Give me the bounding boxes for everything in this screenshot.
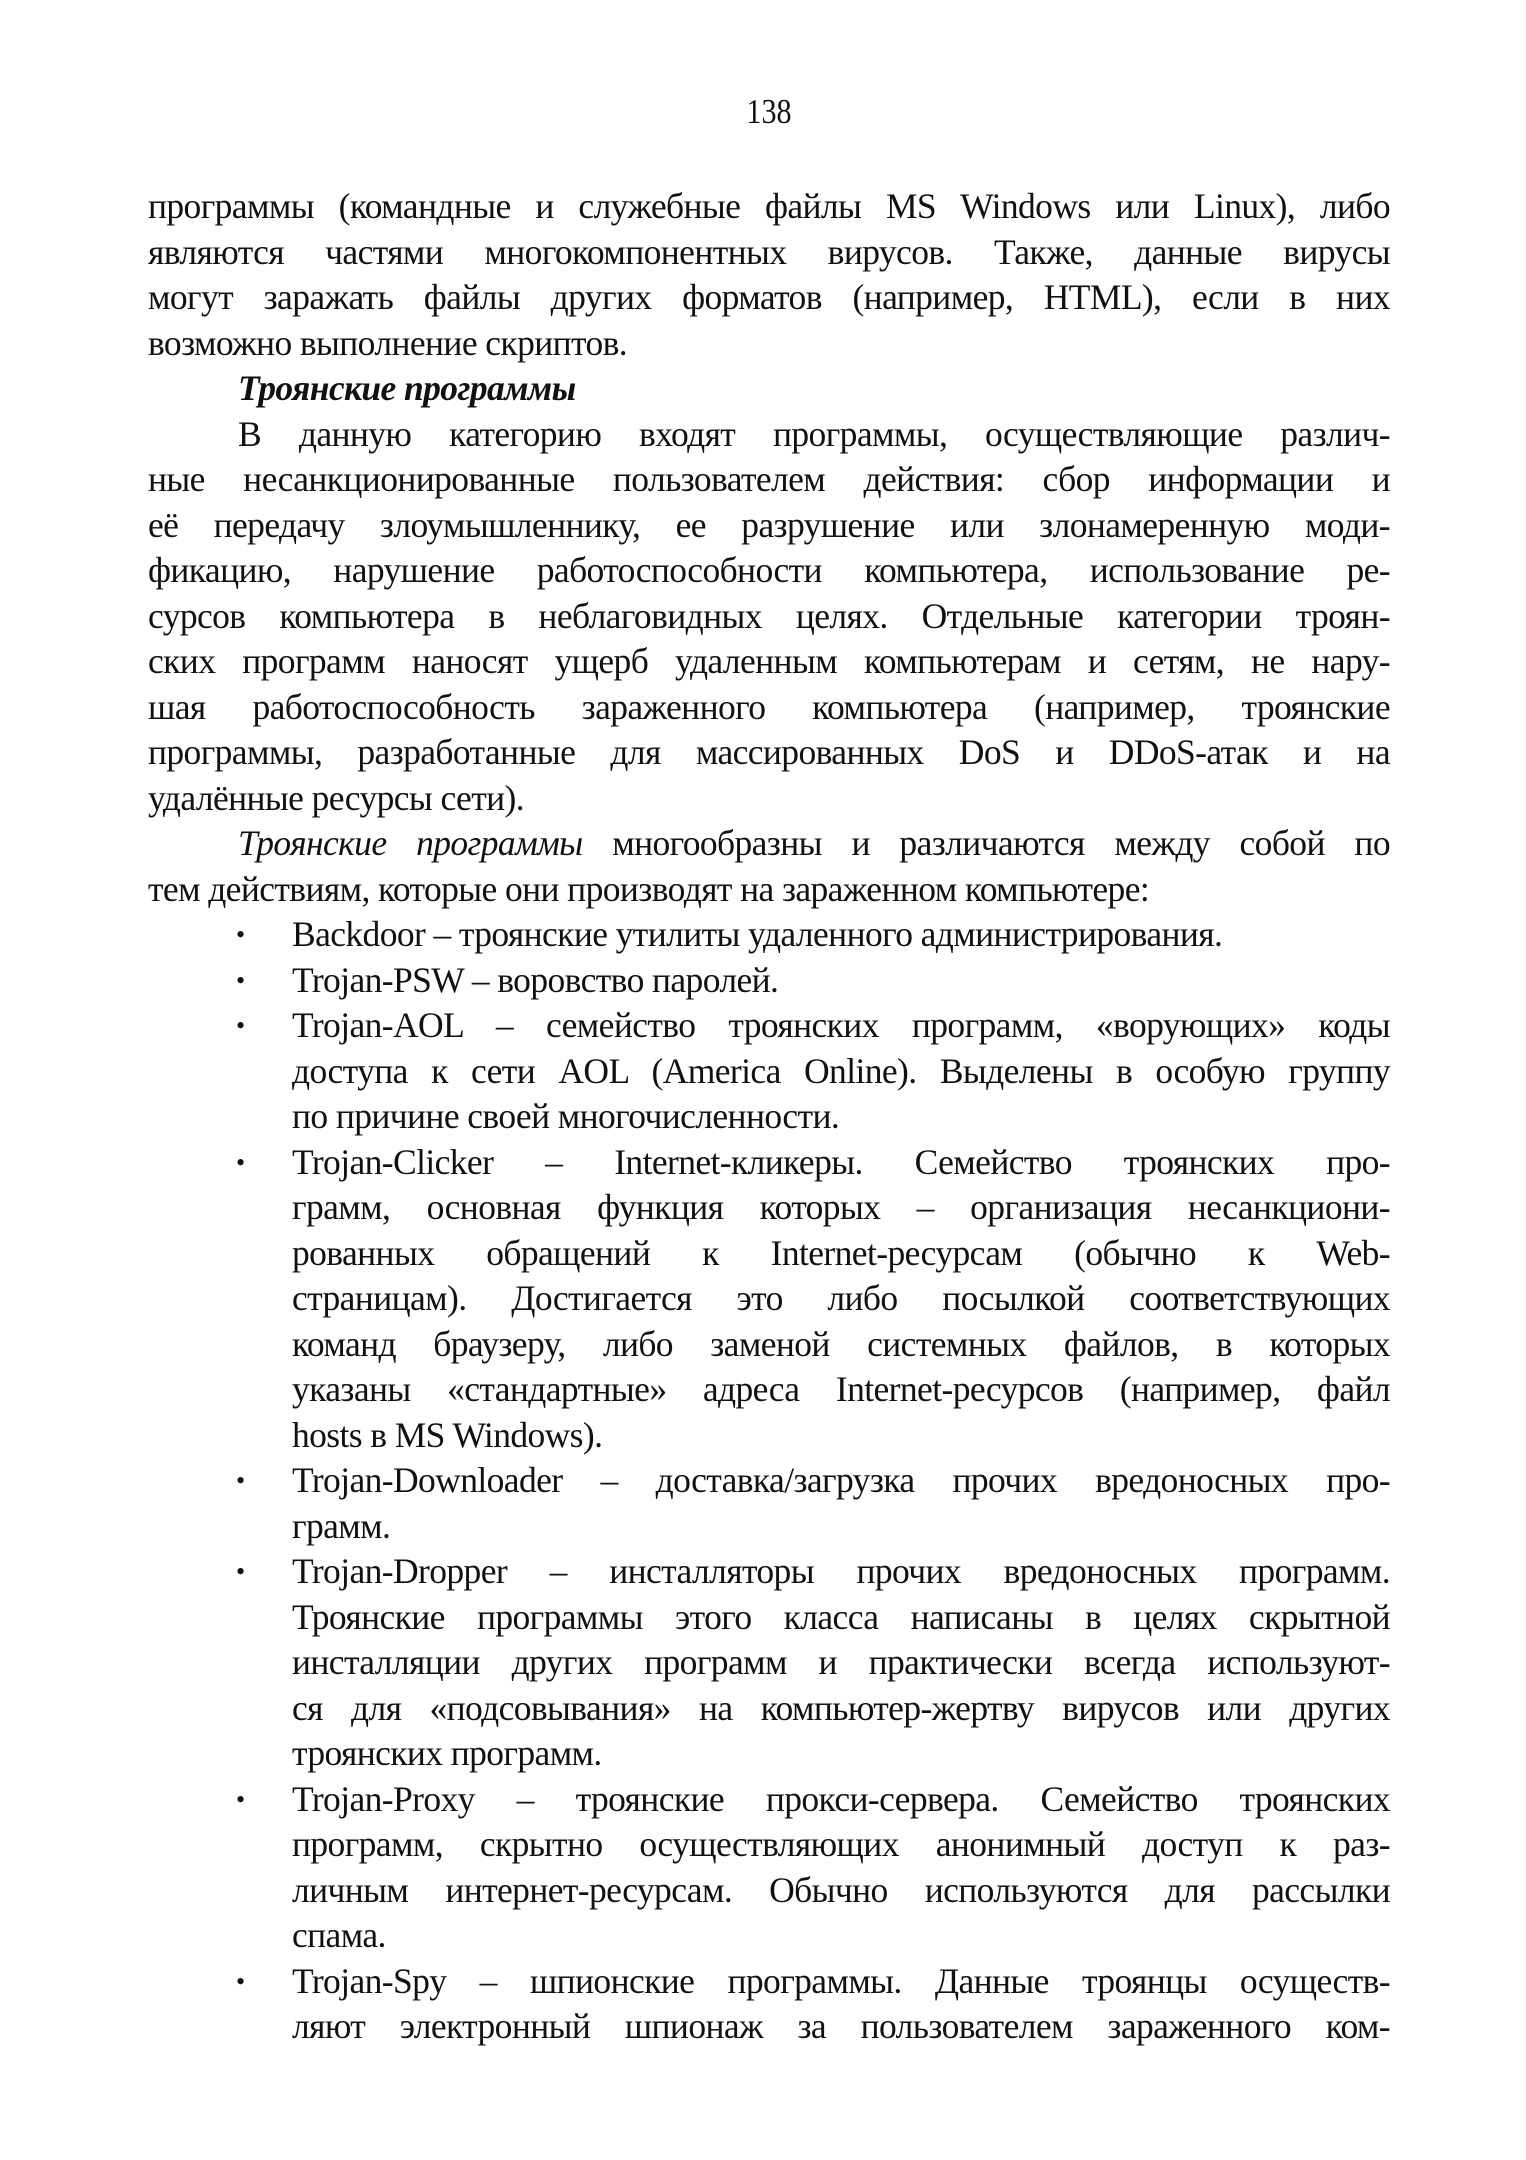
trojan-types-list [148,912,1390,2050]
text-line: Trojan-Downloader – доставка/загрузка прочих вредоносных про- [292,1460,1390,1500]
text-line: личным интернет-ресурсам. Обычно используются для рассылки [292,1869,1390,1910]
list-item-trojan-clicker [148,1140,1390,1459]
text-line: Backdoor – троянские утилиты удаленного администрирования. [292,914,1223,954]
page-number: 138 [746,92,792,131]
text-line: страницам). Достигается это либо посылкой соответствующих [292,1278,1390,1318]
list-item-trojan-aol [148,1003,1390,1140]
text-line: Trojan-PSW – воровство паролей. [292,959,779,1000]
bullet-icon: • [236,1011,246,1040]
text-line: команд браузеру, либо заменой системных файлов, в которых [292,1323,1390,1364]
text-line: ся для «подсовывания» на компьютер-жертву вирусов или других [292,1687,1390,1728]
text-line: тем действиям, которые они производят на зараженном компьютере: [148,868,1150,909]
text-line: возможно выполнение скриптов. [148,322,628,363]
intro-paragraph [148,184,1390,366]
bullet-icon: • [236,1966,246,1996]
text-line: Trojan-Proxy – троянские прокси-сервера. Семейство троянских [292,1778,1390,1819]
text-line: сурсов компьютера в неблаговидных целях. Отдельные категории троян- [148,595,1390,636]
text-line: могут заражать файлы других форматов (например, HTML), если в них [148,277,1390,317]
list-item-trojan-spy [148,1959,1390,2050]
section-heading: Троянские программы [238,368,576,408]
text-line: программы, разработанные для массированных DoS и DDoS-атак и на [148,732,1390,772]
classification-paragraph [148,821,1390,912]
text-line: программ, скрытно осуществляющих анонимный доступ к раз- [292,1824,1390,1864]
list-item-trojan-downloader [148,1458,1390,1549]
text-line: грамм, основная функция которых – организация несанкциони- [292,1187,1390,1227]
text-line: программы (командные и служебные файлы MS Windows или Linux), либо [148,186,1390,226]
text-line: ских программ наносят ущерб удаленным компьютерам и сетям, не нару- [148,641,1390,681]
text-line: спама. [292,1915,386,1955]
list-item-trojan-proxy [148,1777,1390,1959]
text-line: рованных обращений к Internet-ресурсам (обычно к Web- [292,1232,1390,1273]
text-line: указаны «стандартные» адреса Internet-ресурсов (например, файл [292,1369,1390,1409]
text-line: по причине своей многочисленности. [292,1096,840,1136]
text-line [148,821,1390,867]
text-line: грамм. [292,1505,391,1546]
text-line: ные несанкционированные пользователем действия: сбор информации и [148,459,1390,499]
bullet-icon: • [236,965,246,995]
text-line: В данную категорию входят программы, осуществляющие различ- [238,413,1390,454]
text-line: Trojan-Spy – шпионские программы. Данные троянцы осуществ- [292,1960,1390,2001]
text-line: hosts в MS Windows). [292,1414,603,1455]
list-item-trojan-dropper [148,1549,1390,1777]
text-line: фикацию, нарушение работоспособности компьютера, использование ре- [148,550,1390,590]
text-line: Trojan-AOL – семейство троянских программ, «ворующих» коды [292,1005,1390,1045]
bullet-icon: • [236,920,246,949]
bullet-icon: • [236,1147,246,1177]
bullet-icon: • [236,1557,246,1586]
text-line: её передачу злоумышленнику, ее разрушение или злонамеренную моди- [148,504,1390,545]
text-line: Троянские программы этого класса написаны в целях скрытной [292,1596,1390,1637]
document-page [148,92,1390,2050]
text-line: являются частями многокомпонентных вирусов. Также, данные вирусы [148,231,1390,272]
text-line: Trojan-Dropper – инсталляторы прочих вредоносных программ. [292,1551,1390,1591]
text-line: доступа к сети AOL (America Online). Выделены в особую группу [292,1050,1390,1091]
text-line: шая работоспособность зараженного компьютера (например, троянские [148,686,1390,727]
emphasized-term: Троянские программы [238,823,583,863]
bullet-icon: • [236,1784,246,1814]
definition-paragraph [148,412,1390,822]
text-line: инсталляции других программ и практически всегда используют- [292,1642,1390,1682]
list-item-trojan-psw [148,958,1390,1004]
text-line: ляют электронный шпионаж за пользователем зараженного ком- [292,2006,1390,2046]
bullet-icon: • [236,1466,246,1495]
text-line: удалённые ресурсы сети). [148,777,525,818]
text-line: троянских программ. [292,1733,602,1773]
text-line: Trojan-Clicker – Internet-кликеры. Семейство троянских про- [292,1141,1390,1182]
list-item-backdoor [148,912,1390,958]
text-run: многообразны и различаются между собой по [582,823,1390,863]
